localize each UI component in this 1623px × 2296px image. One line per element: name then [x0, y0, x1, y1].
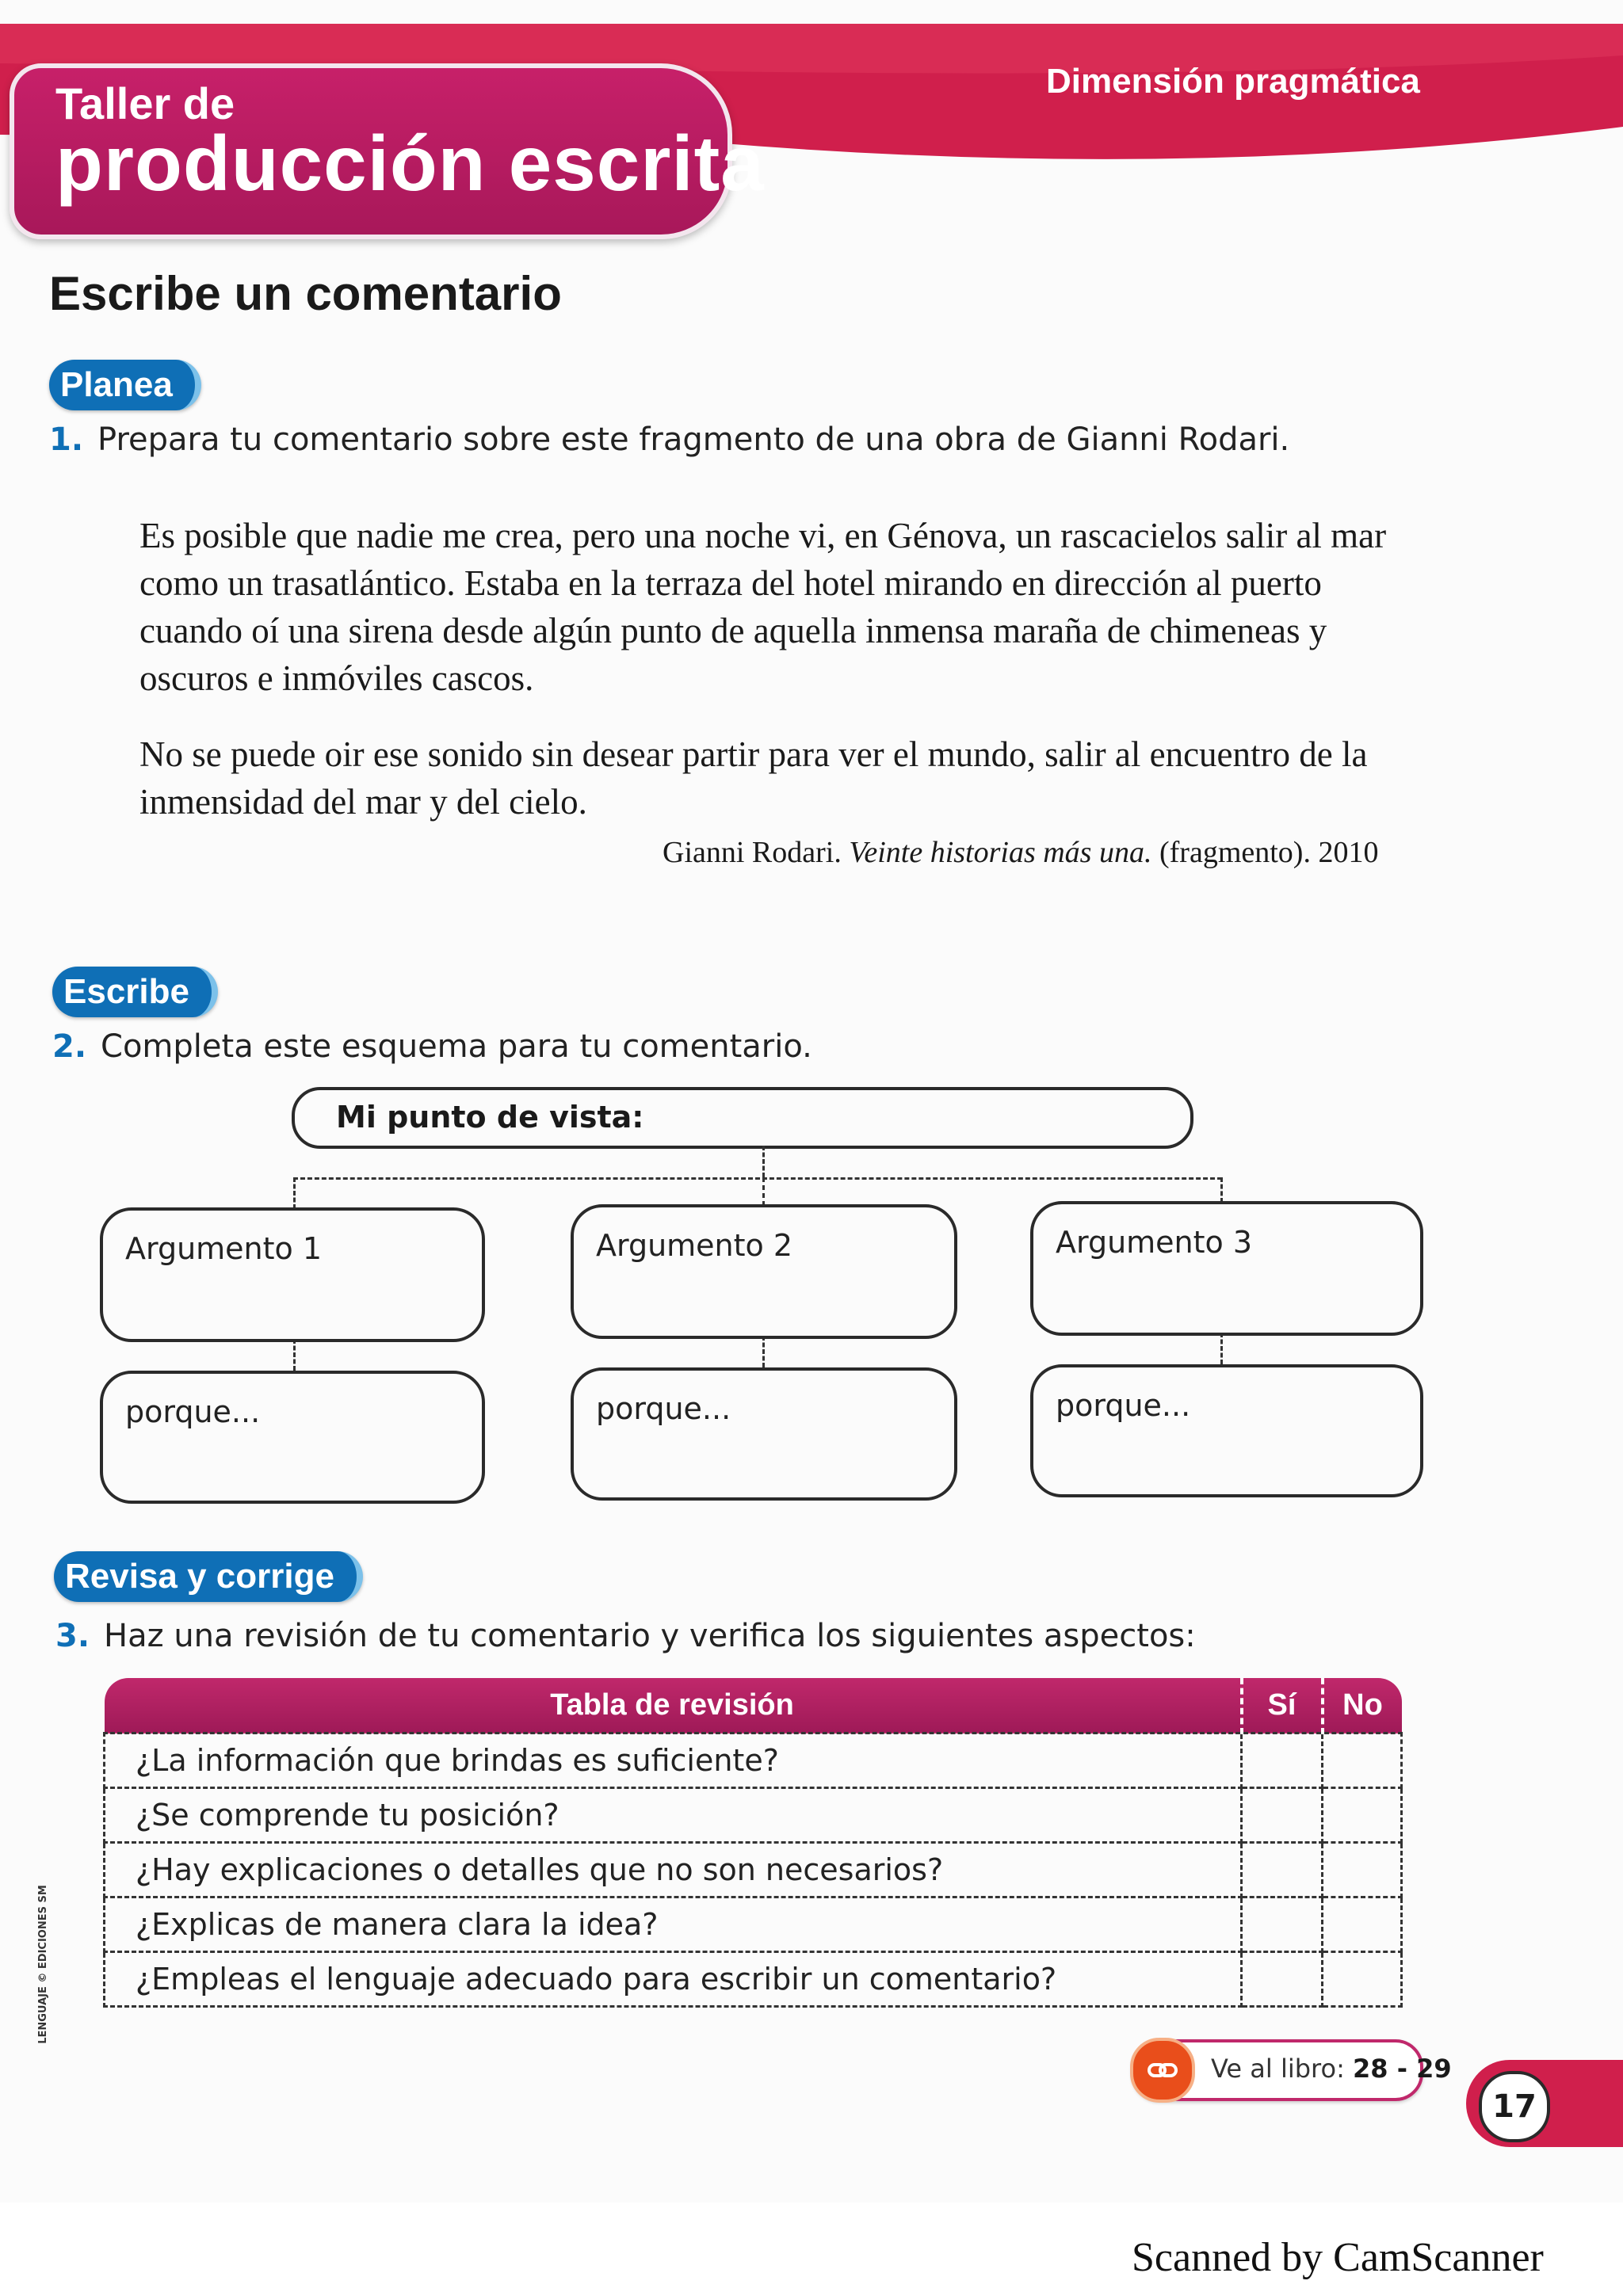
table-row-question: ¿La información que brindas es suficiente? — [105, 1733, 1242, 1788]
table-row — [105, 1788, 1402, 1843]
connector-middle-lower — [762, 1336, 765, 1367]
quote-paragraph-1: Es posible que nadie me crea, pero una noche vi, en Génova, un rascacielos salir al mar como un trasatlántico. Estaba en la terraza del hotel mirando en dirección al puerto cuando oí una sirena desde algún punto de aquella inmensa maraña de chimeneas y oscuros e inmóviles cascos. — [139, 516, 1387, 698]
table-row-question: ¿Se comprende tu posición? — [105, 1788, 1242, 1843]
source-author: Gianni Rodari. — [663, 836, 842, 869]
argument-label-3: Argumento 3 — [1056, 1225, 1253, 1260]
instruction-3-number: 3. — [55, 1618, 90, 1654]
connector-left-lower — [293, 1339, 296, 1371]
because-label-3: porque... — [1056, 1388, 1191, 1423]
page-number: 17 — [1479, 2071, 1550, 2142]
table-header-title: Tabla de revisión — [105, 1678, 1242, 1733]
table-header-row — [105, 1678, 1402, 1733]
book-reference-label: Ve al libro: — [1211, 2054, 1345, 2084]
quote-source — [663, 835, 1378, 870]
instruction-3-text: Haz una revisión de tu comentario y verifica los siguientes aspectos: — [104, 1618, 1196, 1654]
connector-left — [293, 1177, 296, 1209]
argument-label-1: Argumento 1 — [125, 1231, 323, 1266]
checkbox-yes[interactable] — [1242, 1788, 1323, 1843]
because-box-2[interactable] — [571, 1367, 957, 1501]
source-work: Veinte historias más una. — [849, 836, 1152, 869]
instruction-3 — [55, 1618, 1196, 1654]
table-row — [105, 1897, 1402, 1952]
table-row-question: ¿Hay explicaciones o detalles que no son necesarios? — [105, 1843, 1242, 1897]
checkbox-no[interactable] — [1323, 1843, 1402, 1897]
instruction-2 — [52, 1028, 812, 1065]
table-row-question: ¿Empleas el lenguaje adecuado para escribir un comentario? — [105, 1952, 1242, 2007]
point-of-view-box[interactable] — [292, 1087, 1193, 1149]
checkbox-no[interactable] — [1323, 1897, 1402, 1952]
revisa-pill: Revisa y corrige — [54, 1551, 363, 1602]
book-reference[interactable] — [1132, 2039, 1452, 2101]
book-reference-pages: 28 - 29 — [1353, 2054, 1452, 2084]
section-label: Dimensión pragmática — [1046, 62, 1420, 101]
escribe-pill: Escribe — [52, 967, 218, 1017]
instruction-2-text: Completa este esquema para tu comentario. — [101, 1028, 812, 1065]
book-reference-text — [1211, 2054, 1452, 2084]
checkbox-yes[interactable] — [1242, 1733, 1323, 1788]
column-no-header: No — [1323, 1678, 1402, 1733]
argument-label-2: Argumento 2 — [596, 1228, 793, 1263]
table-row-question: ¿Explicas de manera clara la idea? — [105, 1897, 1242, 1952]
instruction-1-number: 1. — [49, 421, 84, 458]
connector-middle — [762, 1177, 765, 1206]
workshop-title: producción escrita — [55, 120, 765, 207]
connector-center — [762, 1146, 765, 1177]
workshop-subtitle: Taller de — [55, 78, 235, 128]
planea-pill: Planea — [49, 360, 201, 410]
connector-horizontal — [293, 1177, 1222, 1180]
checkbox-yes[interactable] — [1242, 1843, 1323, 1897]
table-row — [105, 1733, 1402, 1788]
instruction-1-text: Prepara tu comentario sobre este fragmento de una obra de Gianni Rodari. — [97, 421, 1290, 458]
source-rest: (fragmento). 2010 — [1159, 836, 1379, 869]
checkbox-yes[interactable] — [1242, 1897, 1323, 1952]
checkbox-no[interactable] — [1323, 1733, 1402, 1788]
argument-box-2[interactable] — [571, 1204, 957, 1339]
side-credit: LENGUAJE © EDICIONES SM — [36, 1885, 49, 2044]
scan-watermark: Scanned by CamScanner — [1132, 2235, 1544, 2280]
table-row — [105, 1843, 1402, 1897]
table-row — [105, 1952, 1402, 2007]
point-of-view-label: Mi punto de vista: — [336, 1100, 644, 1135]
argument-box-1[interactable] — [100, 1207, 485, 1342]
link-icon — [1130, 2038, 1195, 2103]
checkbox-no[interactable] — [1323, 1788, 1402, 1843]
column-yes-header: Sí — [1242, 1678, 1323, 1733]
page-title: Escribe un comentario — [49, 267, 562, 320]
instruction-1 — [49, 421, 1289, 458]
because-label-2: porque... — [596, 1391, 731, 1426]
argument-box-3[interactable] — [1030, 1201, 1423, 1336]
because-box-3[interactable] — [1030, 1364, 1423, 1497]
because-label-1: porque... — [125, 1394, 261, 1429]
connector-right — [1220, 1177, 1223, 1203]
revision-table — [103, 1678, 1403, 2008]
connector-right-lower — [1220, 1333, 1223, 1364]
checkbox-no[interactable] — [1323, 1952, 1402, 2007]
quote-paragraph-2: No se puede oir ese sonido sin desear partir para ver el mundo, salir al encuentro de la inmensidad del mar y del cielo. — [139, 734, 1368, 822]
checkbox-yes[interactable] — [1242, 1952, 1323, 2007]
instruction-2-number: 2. — [52, 1028, 87, 1065]
because-box-1[interactable] — [100, 1371, 485, 1504]
